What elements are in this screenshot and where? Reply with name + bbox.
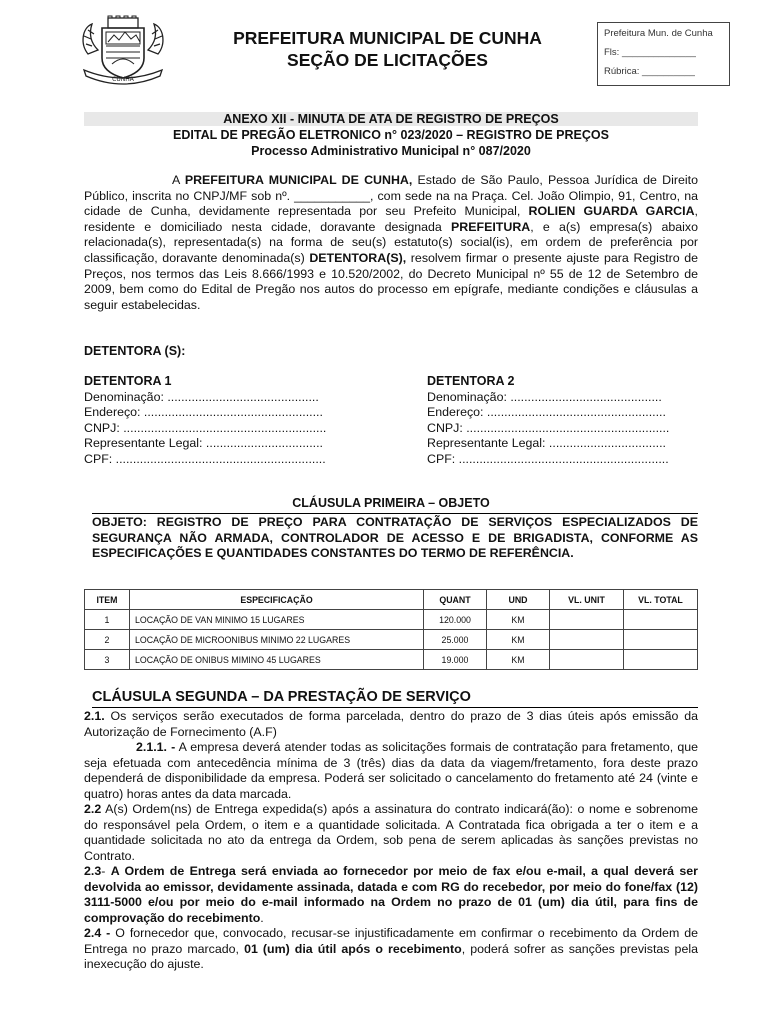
clausula-2-4 <box>84 926 698 973</box>
cell-total <box>624 630 698 650</box>
clause-text: A empresa deverá atender todas as solicitações formais de contratação para fretamento, que seja efetuada com antecedência mínima de 3 (três) dias da data da viagem/fretamento, fora deste prazo dependerá de disponibilidade da empresa. Poderá ser solicitado o cancelamento do fretamento até 24 (vinte e quatro) horas antes da data marcada. <box>84 740 698 801</box>
cell-quant: 19.000 <box>424 650 487 670</box>
cell-quant: 120.000 <box>424 610 487 630</box>
cell-spec: LOCAÇÃO DE VAN MINIMO 15 LUGARES <box>130 610 424 630</box>
intro-bold: DETENTORA(S), <box>309 250 407 265</box>
cell-item: 3 <box>85 650 130 670</box>
cell-quant: 25.000 <box>424 630 487 650</box>
cell-unit <box>550 650 624 670</box>
stamp-line: Prefeitura Mun. de Cunha <box>604 28 713 39</box>
clause-text: . <box>260 910 264 925</box>
objeto-text: OBJETO: REGISTRO DE PREÇO PARA CONTRATAÇÃO DE SERVIÇOS ESPECIALIZADOS DE SEGURANÇA NÃO ARMADA, CONTROLADOR DE ACESSO E DE BRIGADISTA, CONFORME AS ESPECIFICAÇÕES E QUANTIDADES CONSTANTES DO TERMO DE REFERÊNCIA. <box>92 515 698 560</box>
cell-item: 2 <box>85 630 130 650</box>
detentoras-heading: DETENTORA (S): <box>84 344 186 358</box>
col-especificacao: ESPECIFICAÇÃO <box>130 590 424 610</box>
clausula-2-2 <box>84 802 698 864</box>
cell-spec: LOCAÇÃO DE MICROONIBUS MINIMO 22 LUGARES <box>130 630 424 650</box>
cell-unit <box>550 610 624 630</box>
detentora-1-endereco: Endereço: .................................................... <box>84 405 323 420</box>
col-quant: QUANT <box>424 590 487 610</box>
col-item: ITEM <box>85 590 130 610</box>
clause-text-bold: 01 (um) dia útil após o recebimento <box>244 941 462 956</box>
clause-number: 2.3 <box>84 864 102 878</box>
clausula-primeira-title: CLÁUSULA PRIMEIRA – OBJETO <box>292 496 490 510</box>
detentora-2-cnpj: CNPJ: ........................................................... <box>427 420 670 435</box>
cell-spec: LOCAÇÃO DE ONIBUS MIMINO 45 LUGARES <box>130 650 424 670</box>
intro-text: , e a(s) empresa(s) abaixo relacionada(s), representada(s) na forma de seu(s) estatuto(s) social(is), em ordem de preferência por classificação, doravante denominada(s) <box>84 219 698 265</box>
table-row <box>85 650 698 670</box>
processo-heading: Processo Administrativo Municipal n° 087/2020 <box>251 144 531 158</box>
intro-paragraph <box>84 173 698 313</box>
clause-number: 2.1.1. - <box>136 740 176 754</box>
cell-und: KM <box>487 630 550 650</box>
intro-bold: PREFEITURA <box>451 219 531 234</box>
detentora-2-block <box>427 374 712 468</box>
table-row <box>85 630 698 650</box>
intro-bold: PREFEITURA MUNICIPAL DE CUNHA, <box>184 173 413 187</box>
edital-heading: EDITAL DE PREGÃO ELETRONICO n° 023/2020 – REGISTRO DE PREÇOS <box>173 128 609 142</box>
clausula-2-1-1 <box>84 740 698 802</box>
detentora-1-title: DETENTORA 1 <box>84 374 172 388</box>
clause-text-bold: A Ordem de Entrega será enviada ao fornecedor por meio de fax e/ou e-mail, a qual deverá ser devolvida ao emissor, devidamente assinada, datada e com RG do recebedor, por meio do fone/fax (12) 3111-5000 e/ou por meio do e-mail informado na Ordem no prazo de 01 (um) dia útil, para fins de comprovação do recebimento <box>84 864 699 925</box>
cell-und: KM <box>487 650 550 670</box>
clause-number: 2.2 <box>84 802 102 816</box>
clause-text: A(s) Ordem(ns) de Entrega expedida(s) após a assinatura do contrato indicará(ão): o nome e sobrenome do responsável pela Ordem, o item e a quantidade solicitada. A Contratada fica obrigada a ter o item e a quantidade solicitada no ato da entrega da Ordem, sob pena de serem aplicadas às sanções previstas no Contrato. <box>84 802 698 863</box>
page-stamp-box <box>597 22 730 86</box>
clause-number: 2.1. <box>84 709 105 723</box>
detentora-2-denominacao: Denominação: ............................................ <box>427 389 662 404</box>
cell-und: KM <box>487 610 550 630</box>
intro-text: A <box>172 173 185 187</box>
cell-total <box>624 650 698 670</box>
col-vl-total: VL. TOTAL <box>624 590 698 610</box>
detentora-2-cpf: CPF: ............................................................. <box>427 451 669 466</box>
section-divider <box>92 707 698 708</box>
svg-text:CUNHA: CUNHA <box>112 76 134 83</box>
col-und: UND <box>487 590 550 610</box>
crest-icon <box>78 14 168 90</box>
intro-text: , residente e domiciliado nesta cidade, doravante designada <box>84 204 698 234</box>
clause-text: Os serviços serão executados de forma parcelada, dentro do prazo de 3 dias úteis após emissão da Autorização de Fornecimento (A.F) <box>84 709 698 739</box>
detentora-2-title: DETENTORA 2 <box>427 374 515 388</box>
detentora-1-block <box>84 374 369 468</box>
stamp-line: Rúbrica: __________ <box>604 66 695 77</box>
intro-text: resolvem firmar o presente ajuste para Registro de Preços, nos termos das Leis 8.666/1993 e 10.520/2002, do Decreto Municipal nº 55 de 12 de Setembro de 2009, bem como do Edital de Pregão nos autos do processo em epígrafe, mediante condições e cláusulas a seguir estabelecidas. <box>84 250 698 312</box>
clause-number: 2.4 - <box>84 926 111 940</box>
clause-text: , poderá sofrer as sanções previstas pela inexecução do ajuste. <box>84 941 698 972</box>
cell-item: 1 <box>85 610 130 630</box>
clause-text: O fornecedor que, convocado, recusar-se injustificadamente em confirmar o recebimento da Ordem de Entrega no prazo marcado, <box>84 926 698 956</box>
cell-unit <box>550 630 624 650</box>
intro-text: Estado de São Paulo, Pessoa Jurídica de Direito Público, inscrita no CNPJ/MF sob nº. ___________, com sede na na Praça. Cel. João Olimpio, 91, Centro, na cidade de Cunha, devidamente representada por seu Prefeito Municipal, <box>84 173 698 219</box>
table-header-row <box>85 590 698 610</box>
clausula-segunda-title: CLÁUSULA SEGUNDA – DA PRESTAÇÃO DE SERVIÇO <box>92 689 471 705</box>
intro-bold: ROLIEN GUARDA GARCIA <box>528 204 695 219</box>
detentora-2-endereco: Endereço: .................................................... <box>427 405 666 420</box>
table-row <box>85 610 698 630</box>
detentora-1-representante: Representante Legal: .................................. <box>84 436 323 451</box>
items-table <box>84 589 698 670</box>
page-title: PREFEITURA MUNICIPAL DE CUNHA <box>233 28 542 48</box>
detentora-1-denominacao: Denominação: ............................................ <box>84 389 319 404</box>
clausula-2-1 <box>84 709 698 740</box>
anexo-heading: ANEXO XII - MINUTA DE ATA DE REGISTRO DE PREÇOS <box>223 112 559 126</box>
detentora-1-cpf: CPF: ............................................................. <box>84 451 326 466</box>
detentora-1-cnpj: CNPJ: ........................................................... <box>84 420 327 435</box>
clausula-2-3 <box>84 864 698 926</box>
clause-text: - <box>101 864 111 878</box>
detentora-2-representante: Representante Legal: .................................. <box>427 436 666 451</box>
stamp-line: Fls: ______________ <box>604 47 696 58</box>
page-subtitle: SEÇÃO DE LICITAÇÕES <box>287 50 488 70</box>
col-vl-unit: VL. UNIT <box>550 590 624 610</box>
municipal-crest-logo <box>78 14 168 90</box>
cell-total <box>624 610 698 630</box>
